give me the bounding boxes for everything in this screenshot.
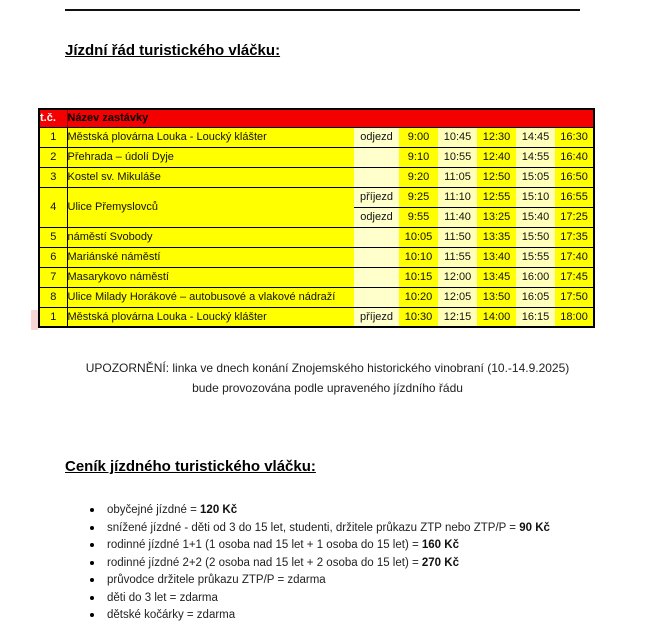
time-cell: 15:40 [516, 207, 555, 227]
time-cell: 10:15 [399, 267, 438, 287]
time-cell: 17:45 [555, 267, 594, 287]
table-row [39, 187, 594, 207]
stop-name: Přehrada – údolí Dyje [67, 147, 354, 167]
table-row [39, 167, 594, 187]
time-cell: 9:00 [399, 127, 438, 147]
price-item-text: obyčejné jízdné = [107, 504, 201, 516]
stop-label [354, 287, 399, 307]
stop-label: příjezd [354, 307, 399, 327]
bullet-icon [90, 578, 94, 582]
time-cell: 10:30 [399, 307, 438, 327]
stop-name: Městská plovárna Louka - Loucký klášter [67, 127, 354, 147]
table-row [39, 267, 594, 287]
header-stop-number: t.č. [39, 109, 67, 127]
timetable-header-row [39, 109, 594, 127]
price-item-text: rodinné jízdné 1+1 (1 osoba nad 15 let + 1 osoba do 15 let) = [107, 539, 422, 551]
price-item-text: rodinné jízdné 2+2 (2 osoba nad 15 let + 2 osoba do 15 let) = [107, 556, 422, 569]
time-cell: 14:45 [516, 127, 555, 147]
table-row [39, 247, 594, 267]
time-cell: 13:45 [477, 267, 516, 287]
price-item-value: 90 Kč [519, 521, 550, 534]
stop-name: Ulice Přemyslovců [67, 187, 354, 227]
time-cell: 17:40 [555, 247, 594, 267]
pricing-title: Ceník jízdného turistického vláčku: [65, 458, 316, 475]
price-item-value: 160 Kč [421, 539, 459, 551]
stop-label: odjezd [354, 127, 399, 147]
list-item [90, 592, 550, 605]
time-cell: 12:55 [477, 187, 516, 207]
table-row [39, 227, 594, 247]
time-cell: 10:10 [399, 247, 438, 267]
stop-number: 2 [39, 147, 67, 167]
time-cell: 9:25 [399, 187, 438, 207]
stop-number: 6 [39, 247, 67, 267]
time-cell: 16:55 [555, 187, 594, 207]
time-cell: 12:05 [438, 287, 477, 307]
time-cell: 15:50 [516, 227, 555, 247]
stop-number: 4 [39, 187, 67, 227]
time-cell: 15:05 [516, 167, 555, 187]
stop-label: odjezd [354, 207, 399, 227]
list-item [90, 522, 550, 535]
price-item-text: snížené jízdné - děti od 3 do 15 let, studenti, držitele průkazu ZTP nebo ZTP/P = [107, 521, 520, 534]
time-cell: 11:40 [438, 207, 477, 227]
time-cell: 17:25 [555, 207, 594, 227]
price-item-text: dětské kočárky = zdarma [107, 609, 236, 621]
stop-number: 8 [39, 287, 67, 307]
stop-name: Městská plovárna Louka - Loucký klášter [67, 307, 354, 327]
time-cell: 10:20 [399, 287, 438, 307]
time-cell: 17:35 [555, 227, 594, 247]
time-cell: 12:15 [438, 307, 477, 327]
list-item [90, 504, 550, 517]
time-cell: 16:05 [516, 287, 555, 307]
bullet-icon [90, 561, 94, 565]
stop-number: 5 [39, 227, 67, 247]
table-row [39, 147, 594, 167]
bullet-icon [90, 508, 94, 512]
page-top-rule [65, 9, 580, 11]
time-cell: 13:50 [477, 287, 516, 307]
time-cell: 14:00 [477, 307, 516, 327]
time-cell: 11:50 [438, 227, 477, 247]
stop-name: Ulice Milady Horákové – autobusové a vlakové nádraží [67, 287, 354, 307]
list-item [90, 539, 550, 552]
bullet-icon [90, 526, 94, 530]
time-cell: 11:55 [438, 247, 477, 267]
time-cell: 16:50 [555, 167, 594, 187]
notice-paragraph [40, 358, 615, 398]
stop-label [354, 147, 399, 167]
time-cell: 10:05 [399, 227, 438, 247]
price-item-text: průvodce držitele průkazu ZTP/P = zdarma [107, 574, 326, 586]
stop-name: Masarykovo náměstí [67, 267, 354, 287]
time-cell: 16:15 [516, 307, 555, 327]
time-cell: 12:30 [477, 127, 516, 147]
time-cell: 14:55 [516, 147, 555, 167]
price-item-value: 120 Kč [200, 504, 238, 516]
time-cell: 16:40 [555, 147, 594, 167]
notice-line-1: UPOZORNĚNÍ: linka ve dnech konání Znojemského historického vinobraní (10.-14.9.2025) [85, 361, 570, 375]
time-cell: 9:20 [399, 167, 438, 187]
scan-artifact [31, 310, 38, 330]
stop-number: 1 [39, 307, 67, 327]
stop-number: 7 [39, 267, 67, 287]
stop-label [354, 227, 399, 247]
time-cell: 12:00 [438, 267, 477, 287]
stop-label: příjezd [354, 187, 399, 207]
stop-name: náměstí Svobody [67, 227, 354, 247]
stop-label [354, 267, 399, 287]
stop-number: 3 [39, 167, 67, 187]
stop-name: Mariánské náměstí [67, 247, 354, 267]
bullet-icon [90, 613, 94, 617]
list-item [90, 557, 550, 570]
time-cell: 12:50 [477, 167, 516, 187]
time-cell: 13:35 [477, 227, 516, 247]
time-cell: 10:45 [438, 127, 477, 147]
time-cell: 18:00 [555, 307, 594, 327]
time-cell: 12:40 [477, 147, 516, 167]
time-cell: 11:10 [438, 187, 477, 207]
table-row [39, 287, 594, 307]
time-cell: 10:55 [438, 147, 477, 167]
list-item [90, 574, 550, 587]
stop-label [354, 167, 399, 187]
stop-label [354, 247, 399, 267]
time-cell: 9:55 [399, 207, 438, 227]
stop-name: Kostel sv. Mikuláše [67, 167, 354, 187]
stop-number: 1 [39, 127, 67, 147]
time-cell: 17:50 [555, 287, 594, 307]
list-item [90, 609, 550, 622]
price-item-value: 270 Kč [421, 556, 459, 569]
time-cell: 15:55 [516, 247, 555, 267]
time-cell: 11:05 [438, 167, 477, 187]
notice-line-2: bude provozována podle upraveného jízdního řádu [192, 381, 463, 395]
header-stop-name: Název zastávky [67, 109, 594, 127]
time-cell: 15:10 [516, 187, 555, 207]
time-cell: 16:00 [516, 267, 555, 287]
price-list [90, 504, 550, 627]
time-cell: 13:40 [477, 247, 516, 267]
bullet-icon [90, 543, 94, 547]
table-row [39, 127, 594, 147]
price-item-text: děti do 3 let = zdarma [107, 591, 218, 604]
table-row [39, 307, 594, 327]
time-cell: 16:30 [555, 127, 594, 147]
schedule-title: Jízdní řád turistického vláčku: [65, 42, 281, 59]
time-cell: 13:25 [477, 207, 516, 227]
time-cell: 9:10 [399, 147, 438, 167]
bullet-icon [90, 596, 94, 600]
timetable [38, 108, 595, 328]
